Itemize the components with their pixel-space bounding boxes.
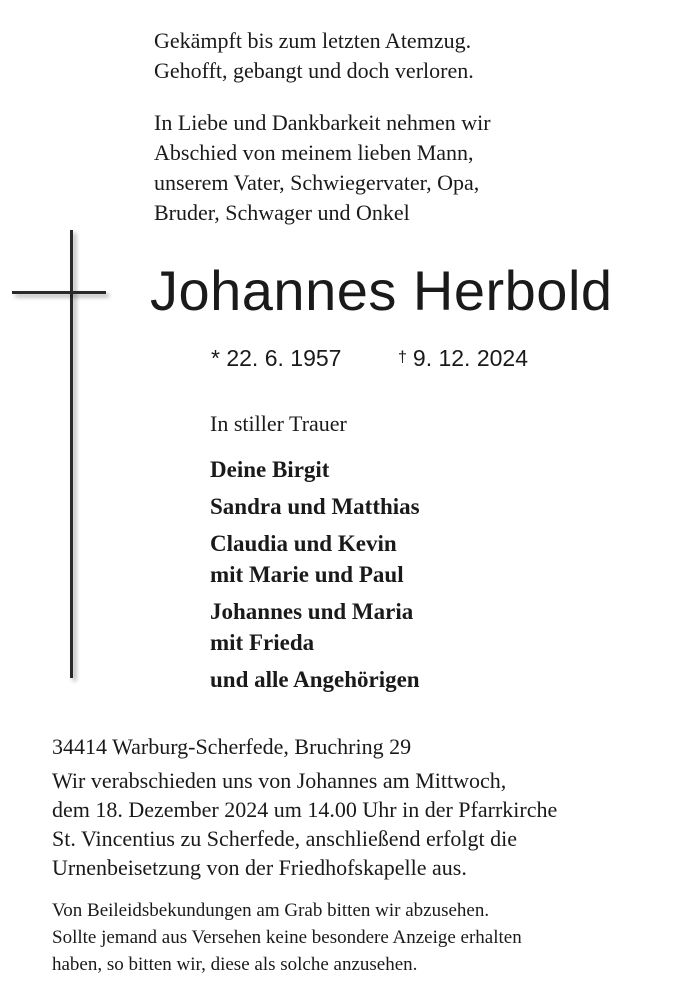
note-line: haben, so bitten wir, diese als solche anzusehen.: [52, 954, 418, 975]
family-group: [210, 664, 420, 695]
family-group: [210, 528, 420, 590]
verse-line: Gehofft, gebangt und doch verloren.: [154, 58, 474, 83]
ceremony-text: [52, 766, 557, 882]
family-line: mit Frieda: [210, 630, 315, 655]
verse: [154, 26, 474, 86]
family-line: mit Marie und Paul: [210, 562, 404, 587]
family-line: Johannes und Maria: [210, 599, 414, 624]
cross-vertical-beam: [70, 230, 73, 678]
family-line: und alle Angehörigen: [210, 667, 420, 692]
intro-line: Abschied von meinem lieben Mann,: [154, 140, 474, 165]
address: 34414 Warburg-Scherfede, Bruchring 29: [52, 734, 412, 759]
family-group: [210, 596, 420, 658]
cross-horizontal-beam: [12, 291, 106, 294]
intro-line: Bruder, Schwager und Onkel: [154, 200, 410, 225]
family-line: Deine Birgit: [210, 457, 330, 482]
ceremony-line: Urnenbeisetzung von der Friedhofskapelle aus.: [52, 855, 467, 880]
family-line: Claudia und Kevin: [210, 531, 397, 556]
intro-line: unserem Vater, Schwiegervater, Opa,: [154, 170, 480, 195]
intro-text: [154, 108, 491, 228]
death-date: 9. 12. 2024: [412, 345, 529, 371]
birth-date: * 22. 6. 1957: [211, 345, 342, 371]
family-group: [210, 454, 420, 485]
ceremony-line: St. Vincentius zu Scherfede, anschließend erfolgt die: [52, 826, 518, 851]
note-line: Von Beileidsbekundungen am Grab bitten wir abzusehen.: [52, 900, 490, 921]
dagger-icon: †: [398, 349, 407, 366]
mourning-label: In stiller Trauer: [210, 411, 347, 436]
ceremony-line: dem 18. Dezember 2024 um 14.00 Uhr in der Pfarrkirche: [52, 797, 558, 822]
death-date-block: [398, 343, 528, 373]
intro-line: In Liebe und Dankbarkeit nehmen wir: [154, 110, 491, 135]
family-line: Sandra und Matthias: [210, 494, 420, 519]
deceased-name: Johannes Herbold: [150, 259, 613, 322]
cross-icon: [12, 230, 112, 690]
family-group: [210, 491, 420, 522]
note-line: Sollte jemand aus Versehen keine besondere Anzeige erhalten: [52, 927, 522, 948]
ceremony-line: Wir verabschieden uns von Johannes am Mittwoch,: [52, 768, 507, 793]
verse-line: Gekämpft bis zum letzten Atemzug.: [154, 28, 472, 53]
condolence-note: [52, 897, 522, 978]
family-list: [210, 454, 420, 701]
